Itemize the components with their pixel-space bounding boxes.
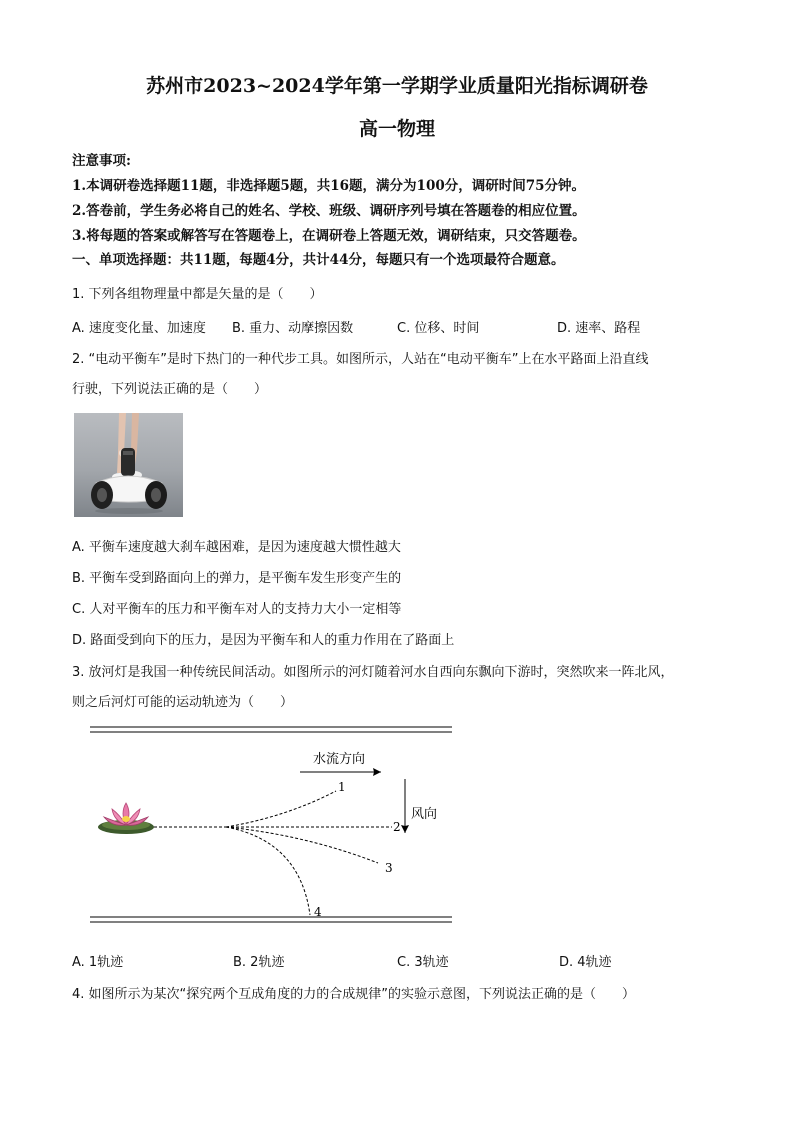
trajectory-label-3: 3 [385, 861, 393, 875]
q3-option-a: A. 1轨迹 [72, 955, 124, 970]
paper-title: 苏州市2023~2024学年第一学期学业质量阳光指标调研卷 [146, 75, 648, 97]
q1-option-a: A. 速度变化量、加速度 [72, 321, 206, 336]
q1-option-d: D. 速率、路程 [557, 321, 641, 336]
notice-item-2: 2.答卷前，学生务必将自己的姓名、学校、班级、调研序列号填在答题卷的相应位置。 [72, 203, 586, 219]
q1-option-b: B. 重力、动摩擦因数 [232, 321, 354, 336]
notice-item-1: 1.本调研卷选择题11题，非选择题5题，共16题，满分为100分，调研时间75分钟。 [72, 178, 586, 194]
q2-stem-line2: 行驶，下列说法正确的是（ ） [72, 382, 268, 397]
notice-heading: 注意事项: [72, 153, 131, 169]
trajectory-label-4: 4 [314, 905, 322, 919]
trajectory-label-1: 1 [338, 780, 346, 794]
trajectory-label-2: 2 [393, 820, 401, 834]
flow-arrowhead [373, 768, 381, 776]
river-lamp-diagram [86, 723, 456, 933]
q2-option-b: B. 平衡车受到路面向上的弹力，是平衡车发生形变产生的 [72, 571, 402, 586]
q1-option-c: C. 位移、时间 [397, 321, 480, 336]
trajectory-3 [226, 827, 378, 863]
wind-direction-label: 风向 [411, 807, 438, 822]
q2-option-c: C. 人对平衡车的压力和平衡车对人的支持力大小一定相等 [72, 602, 402, 617]
q3-option-b: B. 2轨迹 [233, 955, 285, 970]
notice-item-3: 3.将每题的答案或解答写在答题卷上，在调研卷上答题无效，调研结束，只交答题卷。 [72, 228, 586, 244]
paper-subtitle: 高一物理 [358, 118, 435, 140]
q3-stem-line1: 3. 放河灯是我国一种传统民间活动。如图所示的河灯随着河水自西向东飘向下游时，突然吹来一阵北风， [72, 665, 674, 680]
trajectory-4 [226, 827, 310, 915]
wind-arrowhead [401, 825, 409, 833]
balance-scooter-photo [74, 413, 183, 517]
q3-option-d: D. 4轨迹 [559, 955, 612, 970]
q3-stem-line2: 则之后河灯可能的运动轨迹为（ ） [72, 695, 294, 710]
trajectory-1 [226, 791, 336, 827]
q2-option-d: D. 路面受到向下的压力，是因为平衡车和人的重力作用在了路面上 [72, 633, 455, 648]
q3-option-c: C. 3轨迹 [397, 955, 449, 970]
q1-stem: 1. 下列各组物理量中都是矢量的是（ ） [72, 287, 323, 302]
q2-option-a: A. 平衡车速度越大刹车越困难，是因为速度越大惯性越大 [72, 540, 401, 555]
flow-direction-label: 水流方向 [313, 752, 366, 767]
q4-stem: 4. 如图所示为某次“探究两个互成角度的力的合成规律”的实验示意图，下列说法正确的是（ ） [72, 987, 636, 1002]
river-lamp-icon [98, 803, 154, 834]
q2-stem-line1: 2. “电动平衡车”是时下热门的一种代步工具。如图所示，人站在“电动平衡车”上在水平路面上沿直线 [72, 352, 649, 367]
section-heading: 一、单项选择题：共11题，每题4分，共计44分，每题只有一个选项最符合题意。 [72, 252, 565, 268]
